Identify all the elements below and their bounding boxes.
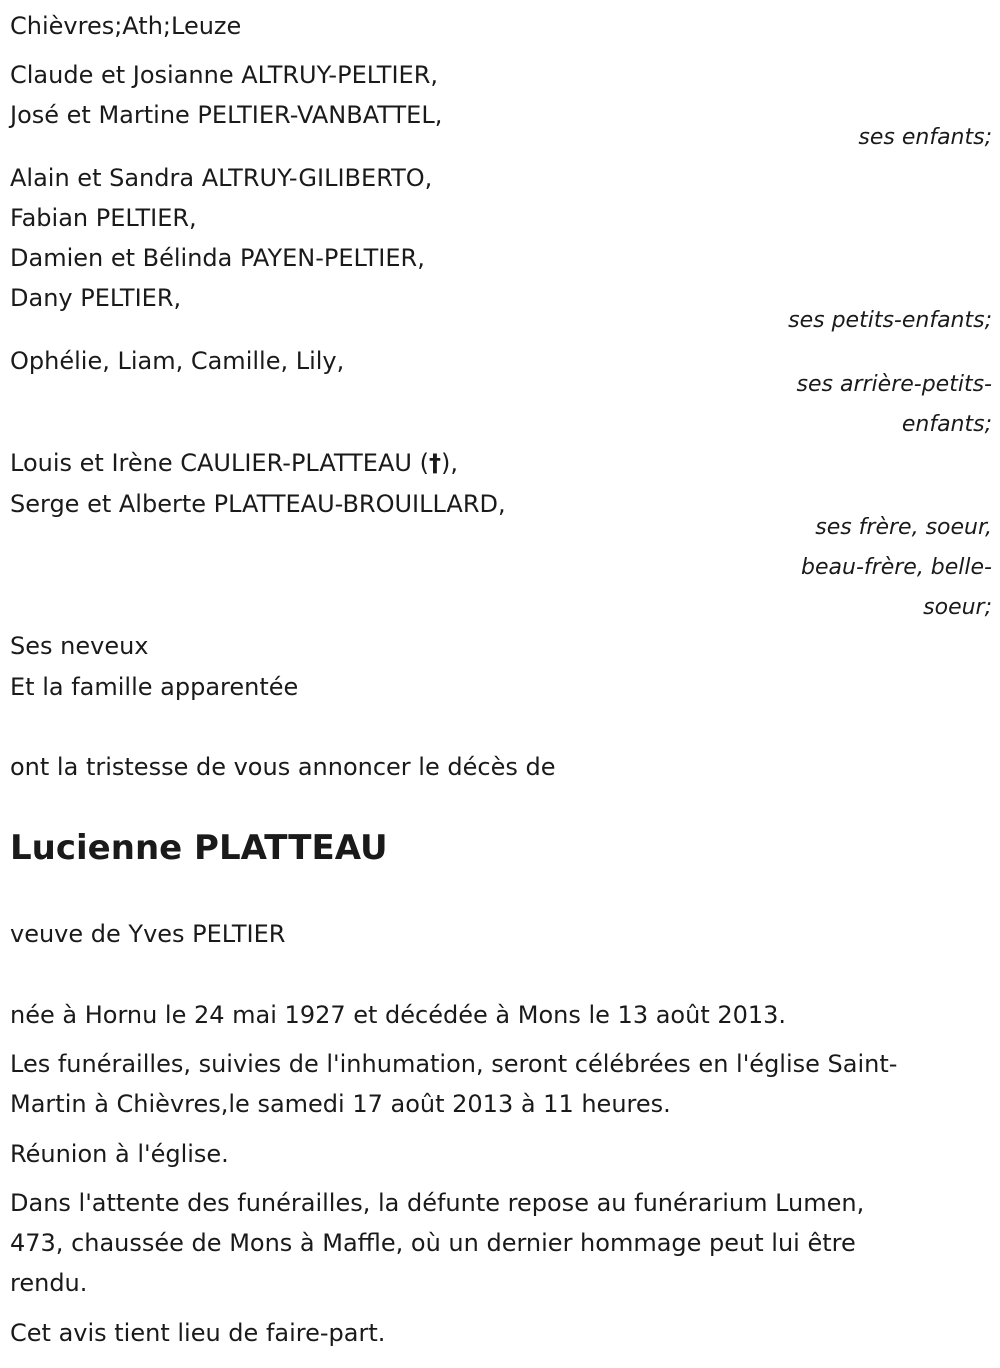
meeting-text: Réunion à l'église. [10, 1140, 229, 1168]
family-line: Et la famille apparentée [10, 673, 299, 701]
rest-text-line-3: rendu. [10, 1269, 88, 1297]
notice-text: Cet avis tient lieu de faire-part. [10, 1319, 386, 1347]
ceremony-text-line-1: Les funérailles, suivies de l'inhumation, seront célébrées en l'église Saint- [10, 1050, 898, 1078]
sibling-name-1-text: Louis et Irène CAULIER-PLATTEAU ( [10, 449, 429, 477]
relation-great-grandchildren-2: enfants; [901, 412, 992, 437]
relation-siblings-2: beau-frère, belle- [801, 555, 992, 580]
rest-text-line-2: 473, chaussée de Mons à Maffle, où un dernier hommage peut lui être [10, 1229, 856, 1257]
grandchild-name-2: Fabian PELTIER, [10, 204, 197, 232]
relation-siblings-1: ses frère, soeur, [815, 515, 992, 540]
cross-icon: † [428, 449, 441, 477]
sibling-name-1-end: ), [440, 449, 458, 477]
sibling-name-1 [10, 443, 458, 483]
great-grandchildren-names: Ophélie, Liam, Camille, Lily, [10, 347, 345, 375]
sibling-name-2: Serge et Alberte PLATTEAU-BROUILLARD, [10, 490, 506, 518]
child-name-1: Claude et Josianne ALTRUY-PELTIER, [10, 61, 439, 89]
relation-siblings-3: soeur; [923, 595, 992, 620]
relation-grandchildren: ses petits-enfants; [788, 308, 992, 333]
grandchild-name-1: Alain et Sandra ALTRUY-GILIBERTO, [10, 164, 433, 192]
grandchild-name-3: Damien et Bélinda PAYEN-PELTIER, [10, 244, 425, 272]
birth-death-dates: née à Hornu le 24 mai 1927 et décédée à Mons le 13 août 2013. [10, 1001, 787, 1029]
rest-text-line-1: Dans l'attente des funérailles, la défunte repose au funérarium Lumen, [10, 1189, 865, 1217]
relation-children: ses enfants; [858, 125, 992, 150]
widow-of-text: veuve de Yves PELTIER [10, 920, 286, 948]
announcement-text: ont la tristesse de vous annoncer le décès de [10, 753, 556, 781]
places-header: Chièvres;Ath;Leuze [10, 12, 242, 40]
child-name-2: José et Martine PELTIER-VANBATTEL, [10, 101, 443, 129]
relation-great-grandchildren-1: ses arrière-petits- [796, 372, 992, 397]
deceased-name: Lucienne PLATTEAU [10, 828, 388, 868]
nephews-line: Ses neveux [10, 632, 149, 660]
grandchild-name-4: Dany PELTIER, [10, 284, 182, 312]
ceremony-text-line-2: Martin à Chièvres,le samedi 17 août 2013 à 11 heures. [10, 1090, 671, 1118]
